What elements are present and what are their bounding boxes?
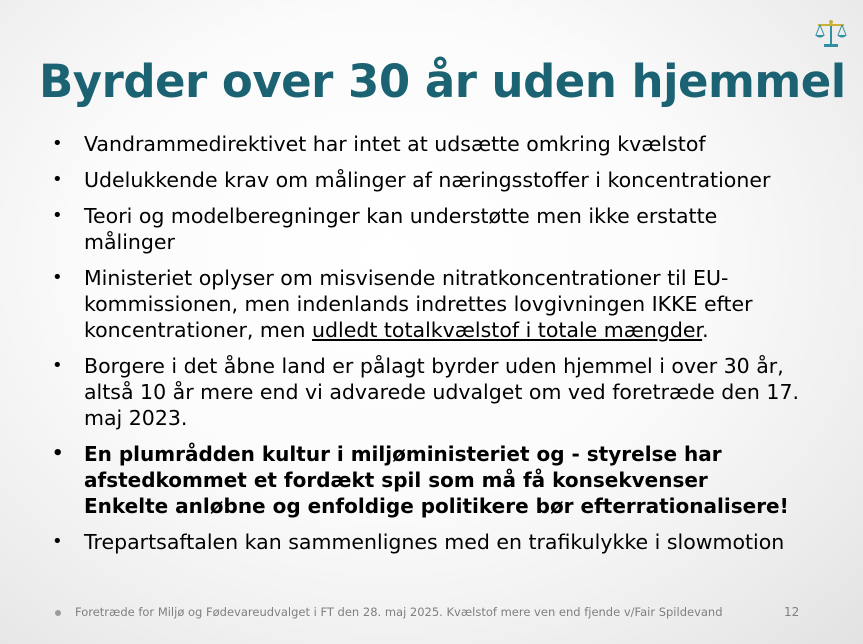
bullet-dot: •: [52, 205, 63, 226]
bullet-text: .: [702, 318, 709, 342]
underlined-text: udledt totalkvælstof i totale mængder: [312, 318, 703, 342]
bullet-item: [52, 529, 832, 555]
bullet-line: kommissionen, men indenlands indrettes lovgivningen IKKE efter: [84, 292, 753, 316]
bullet-dot: •: [52, 133, 63, 154]
bullet-line: [84, 317, 832, 343]
bullet-dot: •: [52, 267, 63, 288]
page-number: 12: [784, 605, 800, 619]
bullet-item: [52, 265, 832, 343]
bullet-dot: •: [52, 531, 63, 552]
scales-of-justice-icon: [814, 18, 848, 48]
slide-title: Byrder over 30 år uden hjemmel: [39, 55, 846, 108]
bullet-dot: •: [52, 443, 64, 464]
bullet-line: Borgere i det åbne land er pålagt byrder uden hjemmel i over 30 år,: [84, 354, 784, 378]
bullet-line: altså 10 år mere end vi advarede udvalget om ved foretræde den 17.: [84, 380, 800, 404]
bullet-item: [52, 131, 832, 157]
bullet-line: Trepartsaftalen kan sammenlignes med en trafikulykke i slowmotion: [84, 530, 785, 554]
footer-bullet: [55, 610, 61, 616]
bullet-line: Udelukkende krav om målinger af næringsstoffer i koncentrationer: [84, 168, 771, 192]
bullet-text: koncentrationer, men: [84, 318, 313, 342]
bullet-dot: •: [52, 169, 63, 190]
bullet-line: Enkelte anløbne og enfoldige politikere bør efterrationalisere!: [84, 494, 789, 518]
bullet-item: [52, 203, 832, 255]
bullet-item-bold: [52, 441, 832, 519]
bullet-line: Ministeriet oplyser om misvisende nitratkoncentrationer til EU-: [84, 266, 729, 290]
bullet-list: [52, 131, 832, 565]
bullet-line: målinger: [84, 230, 175, 254]
bullet-dot: •: [52, 355, 63, 376]
bullet-item: [52, 167, 832, 193]
bullet-line: afstedkommet et fordækt spil som må få konsekvenser: [84, 468, 708, 492]
bullet-line: Vandrammedirektivet har intet at udsætte omkring kvælstof: [84, 132, 706, 156]
bullet-line: En plumrådden kultur i miljøministeriet og - styrelse har: [84, 442, 722, 466]
bullet-line: Teori og modelberegninger kan understøtte men ikke erstatte: [84, 204, 718, 228]
bullet-line: maj 2023.: [84, 406, 188, 430]
footer-text: Foretræde for Miljø og Fødevareudvalget i FT den 28. maj 2025. Kvælstof mere ven end fjende v/Fair Spildevand: [75, 605, 723, 619]
slide-footer: [55, 605, 723, 619]
bullet-item: [52, 353, 832, 431]
